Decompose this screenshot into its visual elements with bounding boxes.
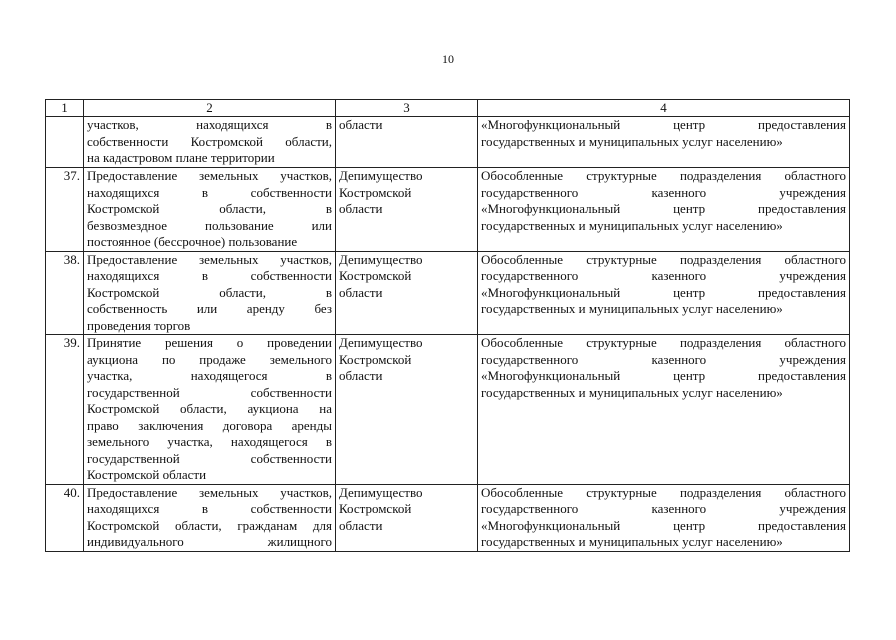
authority-line: Костромской: [339, 351, 412, 367]
row-number: [46, 117, 84, 168]
service-line: аукциона по продаже земельного: [87, 351, 332, 367]
authority-cell: [336, 335, 478, 485]
column-header-2: 2: [84, 100, 336, 117]
provider-line: Обособленные структурные подразделения областного: [481, 484, 846, 500]
service-line: находящихся в собственности: [87, 184, 332, 200]
service-line: Предоставление земельных участков,: [87, 484, 332, 500]
service-line: государственной собственности: [87, 384, 332, 400]
service-line: участка, находящегося в: [87, 368, 332, 383]
column-header-3: 3: [336, 100, 478, 117]
table-row: [46, 168, 850, 252]
authority-line: области: [339, 517, 383, 533]
row-number: 37.: [46, 168, 84, 252]
authority-line: Депимущество: [339, 251, 423, 267]
provider-cell: [478, 117, 850, 168]
authority-line: области: [339, 201, 383, 216]
authority-cell: [336, 251, 478, 335]
column-header-4: 4: [478, 100, 850, 117]
row-number: 40.: [46, 484, 84, 551]
service-line: Костромской области, аукциона на: [87, 401, 332, 416]
service-line: право заключения договора аренды: [87, 417, 332, 433]
service-line: Предоставление земельных участков,: [87, 168, 332, 183]
provider-cell: [478, 335, 850, 485]
provider-line: Обособленные структурные подразделения областного: [481, 251, 846, 267]
service-line: государственной собственности: [87, 450, 332, 466]
row-number: 38.: [46, 251, 84, 335]
provider-line: государственных и муниципальных услуг населению»: [481, 133, 783, 149]
provider-line: государственных и муниципальных услуг населению»: [481, 301, 783, 316]
provider-line: «Многофункциональный центр предоставления: [481, 117, 846, 132]
authority-line: области: [339, 117, 383, 132]
service-line: участков, находящихся в: [87, 117, 332, 132]
provider-line: «Многофункциональный центр предоставления: [481, 201, 846, 216]
service-line: на кадастровом плане территории: [87, 150, 275, 165]
authority-line: Депимущество: [339, 484, 423, 500]
table-row: [46, 251, 850, 335]
authority-line: Костромской: [339, 184, 412, 200]
table-header-row: [46, 100, 850, 117]
provider-line: государственных и муниципальных услуг населению»: [481, 217, 783, 233]
authority-line: Костромской: [339, 501, 412, 516]
service-line: Предоставление земельных участков,: [87, 251, 332, 267]
table-row: [46, 335, 850, 485]
provider-line: государственного казенного учреждения: [481, 184, 846, 200]
service-name-cell: [84, 335, 336, 485]
service-line: находящихся в собственности: [87, 268, 332, 283]
authority-cell: [336, 168, 478, 252]
service-line: проведения торгов: [87, 317, 191, 333]
provider-line: государственного казенного учреждения: [481, 268, 846, 283]
provider-cell: [478, 251, 850, 335]
service-line: Принятие решения о проведении: [87, 335, 332, 350]
service-name-cell: [84, 251, 336, 335]
row-number: 39.: [46, 335, 84, 485]
service-line: Костромской области, в: [87, 201, 332, 216]
service-line: постоянное (бессрочное) пользование: [87, 234, 298, 249]
column-header-1: 1: [46, 100, 84, 117]
provider-line: «Многофункциональный центр предоставления: [481, 517, 846, 533]
service-line: безвозмездное пользование или: [87, 217, 332, 233]
table-row: [46, 484, 850, 551]
provider-line: Обособленные структурные подразделения областного: [481, 335, 846, 350]
provider-line: государственных и муниципальных услуг населению»: [481, 534, 783, 549]
authority-line: Депимущество: [339, 335, 423, 350]
provider-cell: [478, 168, 850, 252]
services-table: [45, 99, 850, 552]
service-line: земельного участка, находящегося в: [87, 434, 332, 449]
authority-cell: [336, 484, 478, 551]
service-line: собственности Костромской области,: [87, 133, 332, 149]
service-line: индивидуального жилищного: [87, 534, 332, 549]
authority-line: области: [339, 284, 383, 300]
page-number: 10: [442, 52, 454, 66]
authority-line: Депимущество: [339, 168, 423, 183]
provider-cell: [478, 484, 850, 551]
table-row: [46, 117, 850, 168]
service-name-cell: [84, 484, 336, 551]
service-line: Костромской области: [87, 467, 207, 482]
provider-line: государственного казенного учреждения: [481, 351, 846, 367]
authority-cell: [336, 117, 478, 168]
provider-line: «Многофункциональный центр предоставления: [481, 284, 846, 300]
authority-line: области: [339, 368, 383, 383]
provider-line: государственных и муниципальных услуг населению»: [481, 384, 783, 400]
provider-line: «Многофункциональный центр предоставления: [481, 368, 846, 383]
provider-line: Обособленные структурные подразделения областного: [481, 168, 846, 183]
provider-line: государственного казенного учреждения: [481, 501, 846, 516]
service-name-cell: [84, 168, 336, 252]
authority-line: Костромской: [339, 268, 412, 283]
service-line: Костромской области, в: [87, 284, 332, 300]
service-line: находящихся в собственности: [87, 501, 332, 516]
service-name-cell: [84, 117, 336, 168]
service-line: собственность или аренду без: [87, 301, 332, 316]
service-line: Костромской области, гражданам для: [87, 517, 332, 533]
